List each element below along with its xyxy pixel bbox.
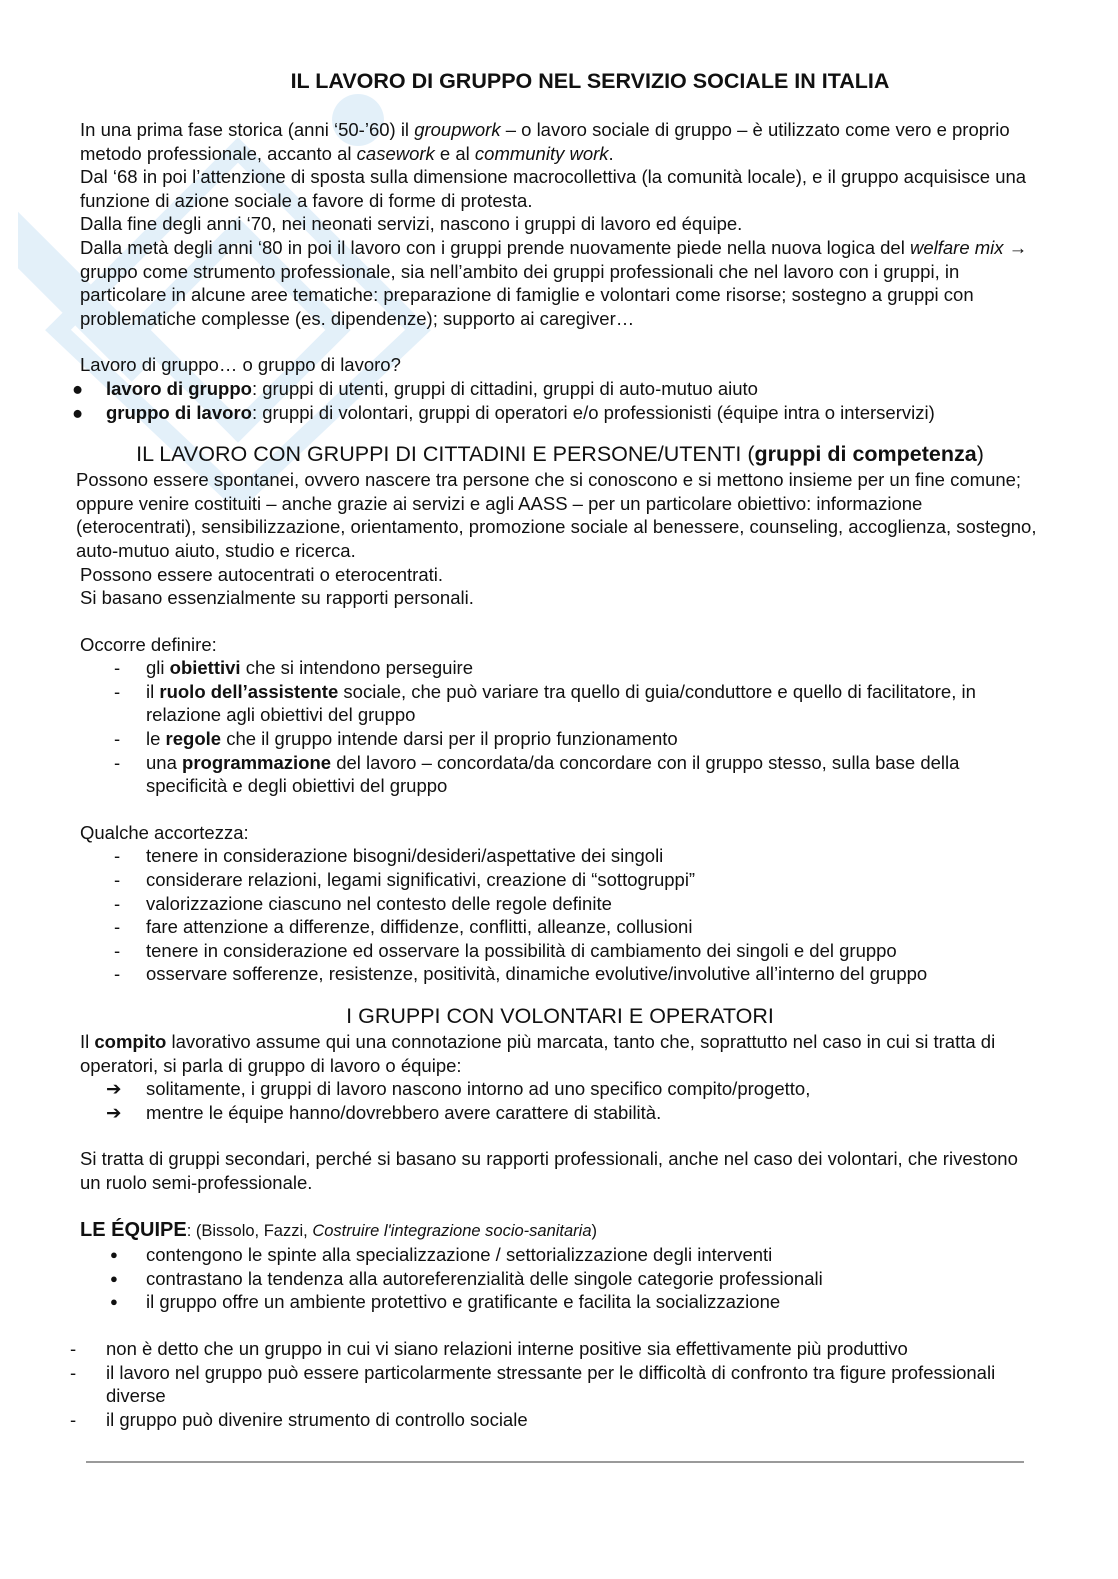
equipe-heading: LE ÉQUIPE: (Bissolo, Fazzi, Costruire l'integrazione socio-sanitaria) (80, 1218, 598, 1241)
list-item: - tenere in considerazione ed osservare la possibilità di cambiamento dei singoli e del gruppo (114, 939, 897, 961)
bullet-icon: ● (72, 377, 84, 399)
list-item: ➔ mentre le équipe hanno/dovrebbero avere carattere di stabilità. (106, 1101, 662, 1123)
define-label: Occorre definire: (80, 633, 217, 655)
define-list (80, 656, 1040, 798)
dash-icon: - (114, 657, 121, 679)
dash-icon: - (114, 939, 121, 961)
list-item: ● lavoro di gruppo: gruppi di utenti, gruppi di cittadini, gruppi di auto-mutuo aiuto (72, 377, 758, 399)
list-item: - non è detto che un gruppo in cui vi siano relazioni interne positive sia effettivamente più produttivo (70, 1337, 908, 1359)
list-item: ● gruppo di lavoro: gruppi di volontari, gruppi di operatori e/o professionisti (équipe intra o interservizi) (72, 401, 935, 423)
page-title: IL LAVORO DI GRUPPO NEL SERVIZIO SOCIALE IN ITALIA (290, 69, 890, 93)
list-item: - il lavoro nel gruppo può essere particolarmente stressante per le difficoltà di confronto tra figure professionali diverse (70, 1361, 996, 1407)
dash-icon: - (114, 963, 121, 985)
question-line: Lavoro di gruppo… o gruppo di lavoro? (80, 354, 401, 376)
dash-icon: - (70, 1408, 77, 1430)
bullet-icon: ● (110, 1247, 118, 1263)
list-item: - le regole che il gruppo intende darsi per il proprio funzionamento (114, 728, 678, 750)
intro-paragraph-2: Dal ‘68 in poi l’attenzione di sposta sulla dimensione macrocollettiva (la comunità locale), e il gruppo acquisisce una funzione di azione sociale a favore di forme di protesta. (80, 166, 1027, 211)
arrow-right-icon: ➔ (106, 1078, 122, 1100)
dash-icon: - (114, 869, 121, 891)
list-item: - osservare sofferenze, resistenze, positività, dinamiche evolutive/involutive all’interno del gruppo (114, 963, 928, 985)
intro-paragraph-4: Dalla metà degli anni ‘80 in poi il lavoro con i gruppi prende nuovamente piede nella nuova logica del welfare mix → gruppo come strumento professionale, sia nell’ambito dei gruppi professionali che nel lavoro con i gruppi, in particolare in alcune aree tematiche: preparazione di famiglie e volontari come risorse; sostegno a gruppi con problematiche complesse (es. dipendenze); supporto ai caregiver… (80, 236, 1028, 329)
list-item: - il ruolo dell’assistente sociale, che può variare tra quello di guia/conduttore e quello di facilitatore, in relazione agli obiettivi del gruppo (114, 680, 976, 726)
dash-icon: - (70, 1337, 77, 1359)
section-heading-volontari: I GRUPPI CON VOLONTARI E OPERATORI (346, 1004, 774, 1028)
care-label: Qualche accortezza: (80, 821, 249, 843)
dash-icon: - (114, 751, 121, 773)
section1-paragraph-3: Si basano essenzialmente su rapporti personali. (80, 587, 474, 609)
list-item: - gli obiettivi che si intendono perseguire (114, 657, 474, 679)
list-item: - una programmazione del lavoro – concordata/da concordare con il gruppo stesso, sulla base della specificità e degli obiettivi del gruppo (114, 751, 960, 797)
list-item: - fare attenzione a differenze, diffidenze, conflitti, alleanze, collusioni (114, 916, 693, 938)
intro-paragraph-3: Dalla fine degli anni ‘70, nei neonati servizi, nascono i gruppi di lavoro ed équipe. (80, 213, 743, 235)
section1-paragraph-1: Possono essere spontanei, ovvero nascere tra persone che si conoscono e si mettono insieme per un fine comune; oppure venire costituiti – anche grazie ai servizi e agli AASS – per un particolare obiettivo: informazione (eterocentrati), sensibilizzazione, orientamento, promozione sociale al benessere, counseling, accoglienza, sostegno, auto-mutuo aiuto, studio e ricerca. (76, 469, 1037, 561)
dash-icon: - (114, 916, 121, 938)
dash-icon: - (114, 845, 121, 867)
bullet-icon: ● (110, 1270, 118, 1286)
dash-icon: - (114, 680, 121, 702)
equipe-cons-list (70, 1337, 1040, 1431)
section1-paragraph-2: Possono essere autocentrati o eterocentrati. (80, 563, 444, 585)
dash-icon: - (70, 1361, 77, 1383)
list-item: ● il gruppo offre un ambiente protettivo e gratificante e facilita la socializzazione (110, 1291, 781, 1313)
equipe-pros-list (80, 1243, 1040, 1314)
arrow-right-icon: ➔ (106, 1101, 122, 1123)
list-item: - tenere in considerazione bisogni/desideri/aspettative dei singoli (114, 845, 664, 867)
section-heading-cittadini: IL LAVORO CON GRUPPI DI CITTADINI E PERSONE/UTENTI (gruppi di competenza) (136, 442, 984, 467)
list-item: - considerare relazioni, legami significativi, creazione di “sottogruppi” (114, 869, 696, 891)
list-item: ● contrastano la tendenza alla autoreferenzialità delle singole categorie professionali (110, 1267, 823, 1289)
care-list (80, 844, 1040, 986)
list-item: ● contengono le spinte alla specializzazione / settorializzazione degli interventi (110, 1244, 773, 1266)
dash-icon: - (114, 728, 121, 750)
list-item: ➔ solitamente, i gruppi di lavoro nascono intorno ad uno specifico compito/progetto, (106, 1078, 811, 1100)
list-item: - il gruppo può divenire strumento di controllo sociale (70, 1408, 528, 1430)
arrow-list (80, 1077, 1040, 1124)
section2-paragraph-1: Il compito lavorativo assume qui una connotazione più marcata, tanto che, soprattutto nel caso in cui si tratta di operatori, si parla di gruppo di lavoro o équipe: (80, 1031, 996, 1076)
bullet-icon: ● (72, 401, 84, 423)
footer-divider (86, 1461, 1024, 1463)
question-list (72, 377, 1040, 424)
dash-icon: - (114, 892, 121, 914)
section2-paragraph-2: Si tratta di gruppi secondari, perché si basano su rapporti professionali, anche nel caso dei volontari, che rivestono un ruolo semi-professionale. (80, 1148, 1018, 1193)
list-item: - valorizzazione ciascuno nel contesto delle regole definite (114, 892, 612, 914)
bullet-icon: ● (110, 1294, 118, 1310)
document-body (70, 66, 1040, 1431)
intro-paragraph-1: In una prima fase storica (anni ‘50-’60) il groupwork – o lavoro sociale di gruppo – è utilizzato come vero e proprio metodo professionale, accanto al casework e al community work. (80, 119, 1010, 164)
